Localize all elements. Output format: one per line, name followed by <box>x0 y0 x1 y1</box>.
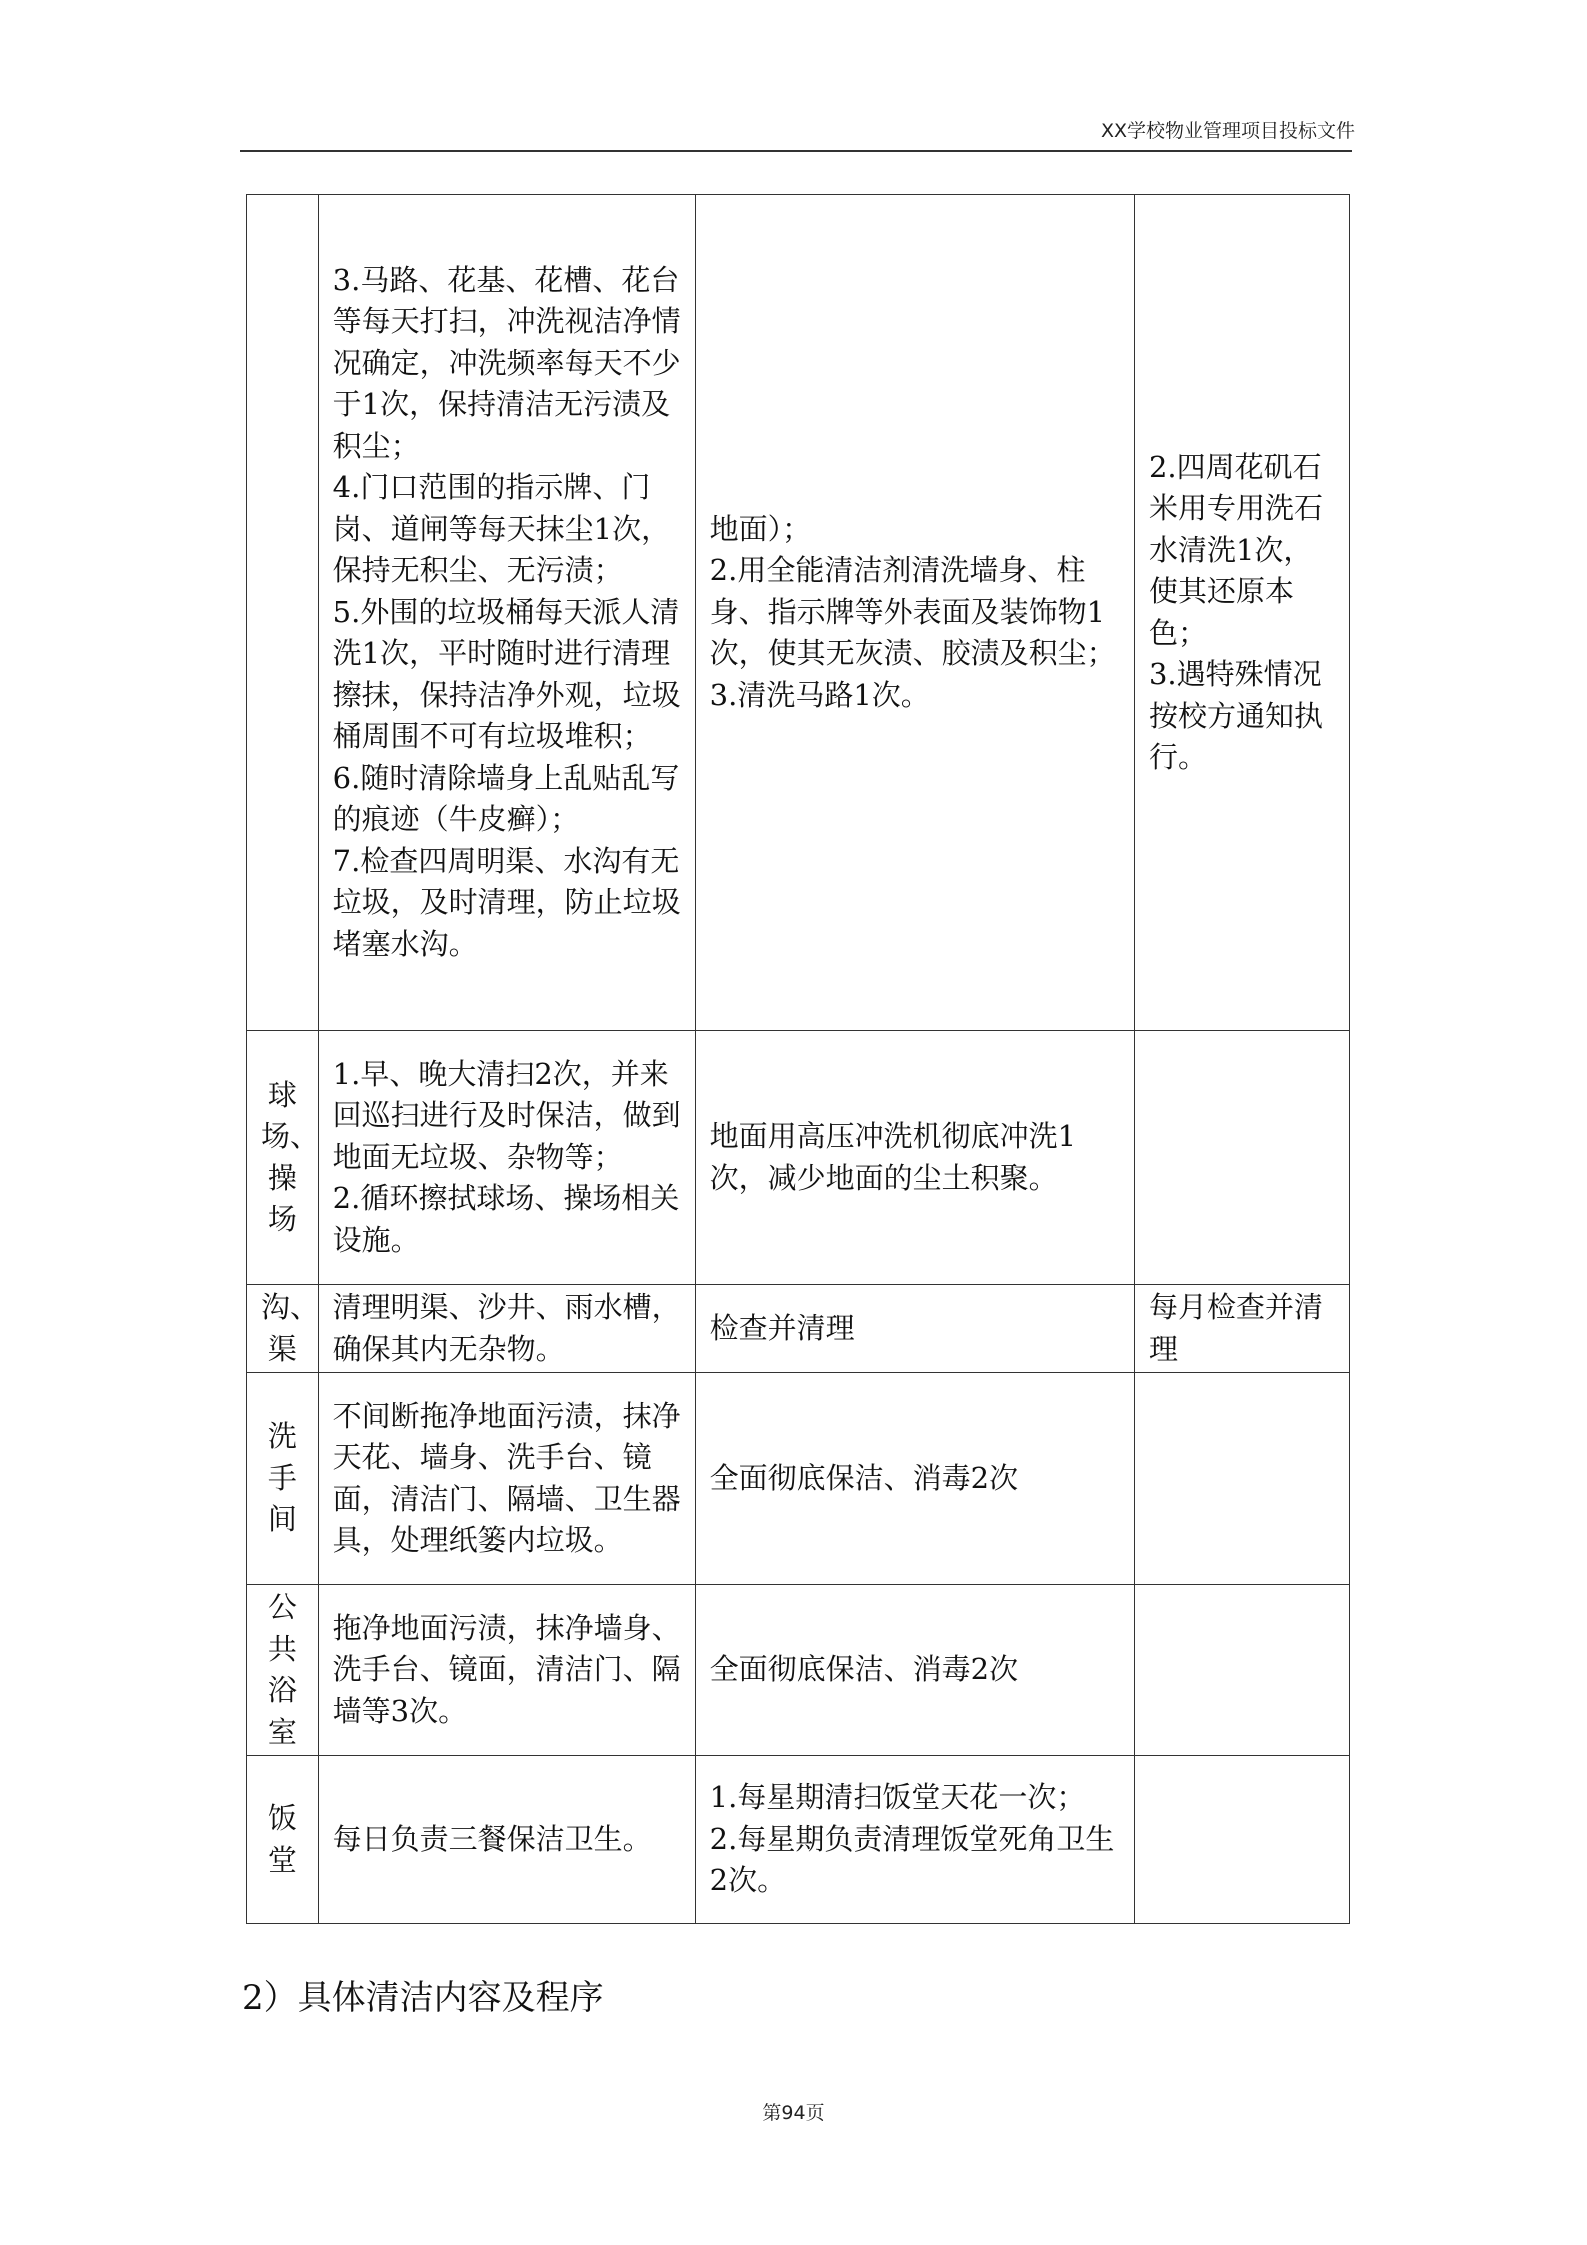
header-divider <box>240 150 1352 152</box>
page-number: 第94页 <box>762 2102 825 2124</box>
cleaning-schedule-table <box>246 194 1350 1924</box>
daily-cleaning-cell <box>318 1285 695 1373</box>
daily-cleaning-cell <box>318 195 695 1031</box>
daily-item: 每日负责三餐保洁卫生。 <box>332 1821 652 1856</box>
other-item: 每月检查并清理 <box>1148 1290 1323 1366</box>
table-row <box>247 195 1350 1031</box>
daily-item: 清理明渠、沙井、雨水槽，确保其内无杂物。 <box>332 1290 681 1366</box>
daily-item: 3.马路、花基、花槽、花台等每天打扫，冲洗视洁净情况确定，冲洗频率每天不少于1次，保持清洁无污渍及积尘； <box>332 262 681 463</box>
daily-item: 5.外围的垃圾桶每天派人清洗1次，平时随时进行清理擦抹，保持洁净外观，垃圾桶周围不可有垃圾堆积； <box>332 594 681 754</box>
periodic-item: 检查并清理 <box>709 1310 855 1345</box>
table-row <box>247 1373 1350 1585</box>
other-cleaning-cell <box>1134 1373 1349 1585</box>
daily-item: 4.门口范围的指示牌、门岗、道闸等每天抹尘1次，保持无积尘、无污渍； <box>332 470 671 588</box>
daily-cleaning-cell <box>318 1373 695 1585</box>
document-header-title: XX学校物业管理项目投标文件 <box>1100 120 1355 142</box>
table-row <box>247 1285 1350 1373</box>
periodic-item: 3.清洗马路1次。 <box>709 677 930 712</box>
other-cleaning-cell <box>1134 1585 1349 1756</box>
area-cell <box>247 195 319 1031</box>
periodic-item: 全面彻底保洁、消毒2次 <box>709 1652 1019 1687</box>
periodic-cleaning-cell <box>695 1031 1134 1285</box>
periodic-item: 2.每星期负责清理饭堂死角卫生2次。 <box>709 1821 1115 1898</box>
daily-cleaning-cell <box>318 1585 695 1756</box>
other-cleaning-cell <box>1134 1756 1349 1924</box>
daily-item: 2.循环擦拭球场、操场相关设施。 <box>332 1181 680 1257</box>
table-row <box>247 1585 1350 1756</box>
daily-item: 不间断拖净地面污渍，抹净天花、墙身、洗手台、镜面，清洁门、隔墙、卫生器具，处理纸篓内垃圾。 <box>332 1398 681 1557</box>
daily-item: 7.检查四周明渠、水沟有无垃圾，及时清理，防止垃圾堵塞水沟。 <box>332 843 681 961</box>
periodic-cleaning-cell <box>695 1373 1134 1585</box>
periodic-cleaning-cell <box>695 195 1134 1031</box>
area-cell: 洗手间 <box>247 1373 319 1585</box>
daily-item: 6.随时清除墙身上乱贴乱写的痕迹（牛皮癣）； <box>332 760 680 837</box>
area-cell: 球场、操场 <box>247 1031 319 1285</box>
periodic-item: 2.用全能清洁剂清洗墙身、柱身、指示牌等外表面及装饰物1次，使其无灰渍、胶渍及积尘； <box>709 553 1116 671</box>
periodic-item: 1.每星期清扫饭堂天花一次； <box>709 1780 1086 1815</box>
table-row <box>247 1756 1350 1924</box>
other-cleaning-cell <box>1134 1285 1349 1373</box>
area-cell: 饭堂 <box>247 1756 319 1924</box>
other-item: 2.四周花矶石米用专用洗石水清洗1次，使其还原本色； <box>1148 449 1323 650</box>
periodic-item: 全面彻底保洁、消毒2次 <box>709 1460 1019 1495</box>
periodic-cleaning-cell <box>695 1285 1134 1373</box>
area-cell: 沟、渠 <box>247 1285 319 1373</box>
daily-item: 拖净地面污渍，抹净墙身、洗手台、镜面，清洁门、隔墙等3次。 <box>332 1610 681 1728</box>
periodic-cleaning-cell <box>695 1585 1134 1756</box>
section-subtitle: 2）具体清洁内容及程序 <box>242 1978 604 2018</box>
daily-item: 1.早、晚大清扫2次，并来回巡扫进行及时保洁，做到地面无垃圾、杂物等； <box>332 1056 681 1174</box>
periodic-item: 地面用高压冲洗机彻底冲洗1次，减少地面的尘土积聚。 <box>709 1119 1077 1195</box>
periodic-cleaning-cell <box>695 1756 1134 1924</box>
table-row <box>247 1031 1350 1285</box>
daily-cleaning-cell <box>318 1756 695 1924</box>
area-cell: 公共浴室 <box>247 1585 319 1756</box>
daily-cleaning-cell <box>318 1031 695 1285</box>
other-cleaning-cell <box>1134 1031 1349 1285</box>
other-cleaning-cell <box>1134 195 1349 1031</box>
other-item: 3.遇特殊情况按校方通知执行。 <box>1148 657 1323 774</box>
periodic-item: 地面）； <box>709 511 812 546</box>
